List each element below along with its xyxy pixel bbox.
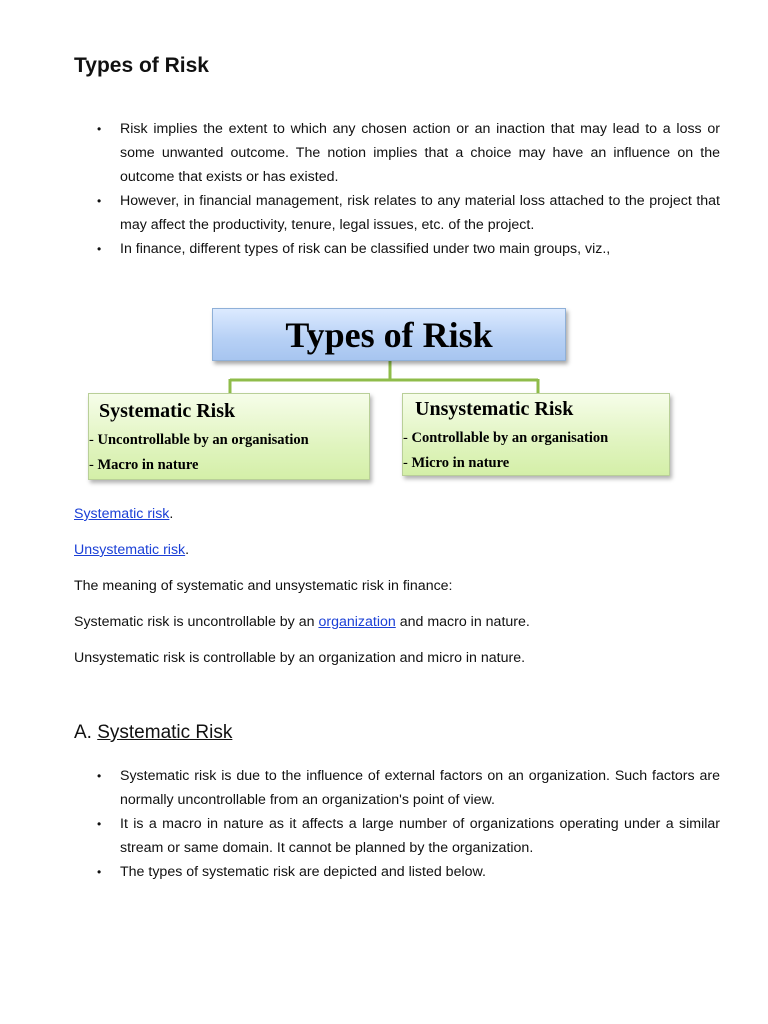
bullet-icon: • [97,769,102,783]
bullet-icon: • [97,194,102,208]
list-item [74,812,720,860]
box-line [403,455,509,472]
box-line-text: Uncontrollable by an organisation [97,432,309,448]
bullet-text: In finance, different types of risk can be classified under two main groups, viz., [120,241,611,257]
box-line [403,430,608,447]
meaning-paragraph: The meaning of systematic and unsystematic risk in finance: [74,578,453,594]
box-title: Unsystematic Risk [415,398,574,420]
box-line [89,457,198,474]
dash: - [403,430,408,446]
page-title: Types of Risk [74,54,209,77]
bullet-text: However, in financial management, risk relates to any material loss attached to the project that may affect the productivity, tenure, legal issues, etc. of the project. [120,193,720,233]
dash: - [403,455,408,471]
systematic-risk-box [88,393,370,480]
dash: - [89,457,94,473]
list-item [74,237,720,261]
systematic-risk-link[interactable]: Systematic risk [74,506,170,522]
unsystematic-risk-box [402,393,670,476]
section-title: Systematic Risk [97,722,233,743]
box-title: Systematic Risk [99,400,236,422]
list-item [74,117,720,189]
bullet-text: It is a macro in nature as it affects a large number of organizations operating under a similar stream or same domain. It cannot be planned by the organization. [120,816,720,856]
bullet-icon: • [97,817,102,831]
box-line [89,432,309,449]
text: Systematic risk is uncontrollable by an [74,614,319,630]
unsystematic-risk-link-line [74,542,189,558]
section-a-bullet-list [74,764,720,884]
bullet-icon: • [97,242,102,256]
period: . [185,542,190,558]
diagram-title-box: Types of Risk [212,308,566,361]
list-item [74,860,720,884]
bullet-text: Risk implies the extent to which any chosen action or an inaction that may lead to a loss or some unwanted outcome. The notion implies that a choice may have an influence on the outcome that exists or has existed. [120,121,720,185]
dash: - [89,432,94,448]
unsystematic-risk-link[interactable]: Unsystematic risk [74,542,186,558]
organization-link[interactable]: organization [318,614,396,630]
list-item [74,764,720,812]
intro-bullet-list [74,117,720,261]
box-line-text: Macro in nature [97,457,199,473]
bullet-icon: • [97,122,102,136]
bullet-text: The types of systematic risk are depicted and listed below. [120,864,486,880]
bullet-text: Systematic risk is due to the influence of external factors on an organization. Such factors are normally uncontrollable from an organization's point of view. [120,768,720,808]
systematic-definition [74,614,530,630]
text: and macro in nature. [395,614,530,630]
period: . [169,506,174,522]
bullet-icon: • [97,865,102,879]
section-a-heading [74,722,232,744]
box-line-text: Micro in nature [411,455,510,471]
list-item [74,189,720,237]
systematic-risk-link-line [74,506,173,522]
box-line-text: Controllable by an organisation [411,430,609,446]
section-prefix: A. [74,722,98,743]
unsystematic-definition: Unsystematic risk is controllable by an organization and micro in nature. [74,650,526,666]
